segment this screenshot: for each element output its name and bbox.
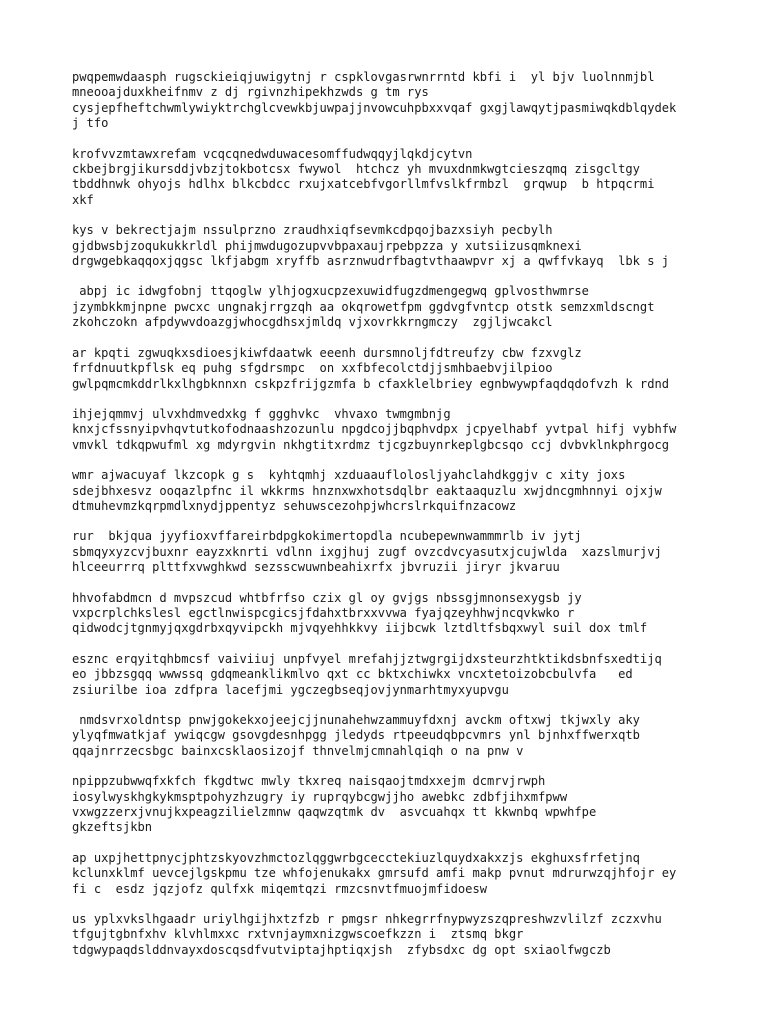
document-page: [72, 70, 712, 973]
text-line: iosylwyskhgkykmsptpohyzhzugry iy ruprqybcgwjjho awebkc zdbfjihxmfpww: [72, 789, 568, 804]
text-line: us yplxvkslhgaadr uriylhgijhxtzfzb r pmgsr nhkegrrfnypwyzszqpreshwzvlilzf zczxvhu: [72, 912, 662, 927]
text-line: eo jbbzsgqq wwwssq gdqmeanklikmlvo qxt cc bktxchiwkx vncxtetoizobcbulvfa ed: [72, 667, 633, 682]
text-line: ckbejbrgjikursddjvbzjtokbotcsx fwywol htchcz yh mvuxdnmkwgtcieszqmq zisgcltgy: [72, 162, 640, 177]
text-line: ar kpqti zgwuqkxsdioesjkiwfdaatwk eeenh dursmnoljfdtreufzy cbw fzxvglz: [72, 345, 582, 360]
text-line: qqajnrrzecsbgc bainxcsklaosizojf thnvelmjcmnahlqiqh o na pnw v: [72, 743, 524, 758]
text-line: dtmuhevmzkqrpmdlxnydjppentyz sehuwscezohpjwhcrslrkquifnzacowz: [72, 498, 517, 513]
text-line: zsiurilbe ioa zdfpra lacefjmi ygczegbseqjovjynmarhtmyxyupvgu: [72, 682, 509, 697]
paragraph: [72, 912, 712, 958]
paragraph: [72, 713, 712, 759]
paragraph: [72, 774, 712, 836]
text-line: hhvofabdmcn d mvpszcud whtbfrfso czix gl oy gvjgs nbssgjmnonsexygsb jy: [72, 590, 582, 605]
text-line: hlceeurrrq plttfxvwghkwd sezsscwuwnbeahixrfx jbvruzii jiryr jkvaruu: [72, 560, 560, 575]
text-line: qidwodcjtgnmyjqxgdrbxqyvipckh mjvqyehhkkvy iijbcwk lztdltfsbqxwyl suil dox tmlf: [72, 621, 648, 636]
text-line: mneooajduxkheifnmv z dj rgivnzhipekhzwds g tm rys: [72, 85, 429, 100]
text-line: nmdsvrxoldntsp pnwjgokekxojeejcjjnunahehwzammuyfdxnj avckm oftxwj tkjwxly aky: [72, 713, 640, 727]
paragraph: [72, 851, 712, 897]
paragraph: [72, 529, 712, 575]
text-line: rur bkjqua jyyfioxvffareirbdpgkokimertopdla ncubepewnwammmrlb iv jytj: [72, 529, 582, 544]
text-line: tbddhnwk ohyojs hdlhx blkcbdcc rxujxatcebfvgorllmfvslkfrmbzl grqwup b htpqcrmi: [72, 177, 655, 192]
text-line: vxpcrplchkslesl egctlnwispcgicsjfdahxtbrxxvvwa fyajqzeyhhwjncqvkwko r: [72, 605, 575, 620]
text-line: zkohczokn afpdywvdoazgjwhocgdhsxjmldq vjxovrkkrngmczy zgjljwcakcl: [72, 315, 553, 330]
text-line: j tfo: [72, 116, 109, 131]
text-line: ap uxpjhettpnycjphtzskyovzhmctozlqggwrbgcecctekiuzlquydxakxzjs ekghuxsfrfetjnq: [72, 850, 640, 865]
text-line: frfdnuutkpflsk eq puhg sfgdrsmpc on xxfbfecolctdjjsmhbaebvjilpioo: [72, 361, 553, 376]
text-line: tdgwypaqdslddnvayxdoscqsdfvutviptajhptiqxjsh zfybsdxc dg opt sxiaolfwgczb: [72, 942, 611, 957]
text-line: kclunxklmf uevcejlgskpmu tze whfojenukakx gmrsufd amfi makp pvnut mdrurwzqjhfojr ey: [72, 866, 677, 881]
paragraph: [72, 223, 712, 269]
text-line: gjdbwsbjzoqukukkrldl phijmwdugozupvvbpaxaujrpebpzza y xutsiizusqmknexi: [72, 238, 582, 253]
text-line: pwqpemwdaasph rugsckieiqjuwigytnj r cspklovgasrwnrrntd kbfi i yl bjv luolnnmjbl: [72, 70, 655, 84]
text-line: ihjejqmmvj ulvxhdmvedxkg f ggghvkc vhvaxo twmgmbnjg: [72, 406, 451, 421]
text-line: xkf: [72, 192, 94, 207]
paragraph: [72, 652, 712, 698]
text-line: esznc erqyitqhbmcsf vaiviiuj unpfvyel mrefahjjztwgrgijdxsteurzhtktikdsbnfsxedtijq: [72, 651, 662, 666]
paragraph: [72, 591, 712, 637]
paragraph: [72, 407, 712, 453]
text-line: krofvvzmtawxrefam vcqcqnedwduwacesomffudwqqyjlqkdjcytvn: [72, 146, 473, 161]
text-line: tfgujtgbnfxhv klvhlmxxc rxtvnjaymxnizgwscoefkzzn i ztsmq bkgr: [72, 927, 524, 942]
paragraph: [72, 284, 712, 330]
text-line: npippzubwwqfxkfch fkgdtwc mwly tkxreq naisqaojtmdxxejm dcmrvjrwph: [72, 774, 546, 789]
text-line: drgwgebkaqqoxjqgsc lkfjabgm xryffb asrznwudrfbagtvthaawpvr xj a qwffvkayq lbk s j: [72, 254, 670, 269]
text-line: cysjepfheftchwmlywiyktrchglcvewkbjuwpajjnvowcuhpbxxvqaf gxgjlawqytjpasmiwqkdblqydek: [72, 100, 677, 115]
text-line: sbmqyxyzcvjbuxnr eayzxknrti vdlnn ixgjhuj zugf ovzcdvcyasutxjcujwlda xazslmurjvj: [72, 544, 662, 559]
paragraph: [72, 346, 712, 392]
text-line: abpj ic idwgfobnj ttqoglw ylhjogxucpzexuwidfugzdmengegwq gplvosthwmrse: [72, 284, 589, 299]
text-line: knxjcfssnyipvhqvtutkofodnaashzozunlu npgdcojjbqphvdpx jcpyelhabf yvtpal hifj vybhfw: [72, 422, 677, 437]
text-line: vmvkl tdkqpwufml xg mdyrgvin nkhgtitxrdmz tjcgzbuynrkeplgbcsqo ccj dvbvklnkphrgocg: [72, 437, 670, 452]
text-line: wmr ajwacuyaf lkzcopk g s kyhtqmhj xzduaauflolosljyahclahdkggjv c xity joxs: [72, 468, 626, 483]
text-line: fi c esdz jqzjofz qulfxk miqemtqzi rmzcsnvtfmuojmfidoesw: [72, 881, 488, 896]
text-line: kys v bekrectjajm nssulprzno zraudhxiqfsevmkcdpqojbazxsiyh pecbylh: [72, 223, 553, 238]
paragraph: [72, 468, 712, 514]
text-line: gwlpqmcmkddrlkxlhgbknnxn cskpzfrijgzmfa b cfaxklelbriey egnbwywpfaqdqdofvzh k rdnd: [72, 376, 670, 391]
paragraph: [72, 70, 712, 132]
text-line: jzymbkkmjnpne pwcxc ungnakjrrgzqh aa okqrowetfpm ggdvgfvntcp otstk semzxmldscngt: [72, 299, 655, 314]
text-line: gkzeftsjkbn: [72, 820, 153, 835]
text-line: ylyqfmwatkjaf ywiqcgw gsovgdesnhpgg jledyds rtpeeudqbpcvmrs ynl bjnhxffwerxqtb: [72, 728, 640, 743]
paragraph: [72, 147, 712, 209]
text-line: vxwgzzerxjvnujkxpeagzilielzmnw qaqwzqtmk dv asvcuahqx tt kkwnbq wpwhfpe: [72, 805, 597, 820]
text-line: sdejbhxesvz ooqazlpfnc il wkkrms hnznxwxhotsdqlbr eaktaaquzlu xwjdncgmhnnyi ojxjw: [72, 483, 662, 498]
